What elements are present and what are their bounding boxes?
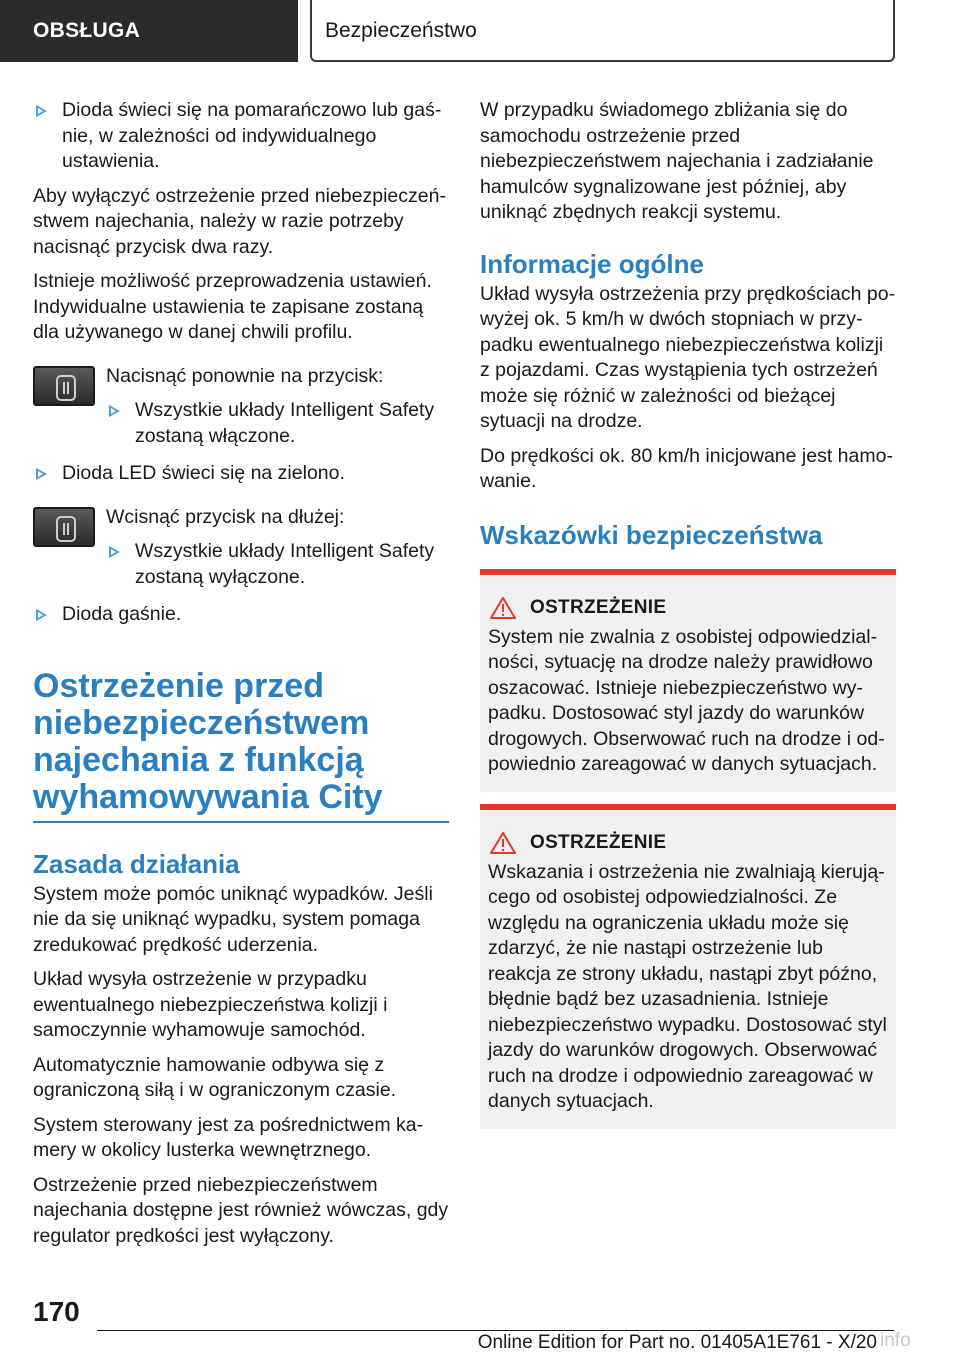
left-column [33, 98, 449, 1258]
paragraph: Układ wysyła ostrzeżenia przy prędkościach powyżej ok. 5 km/h w dwóch stopniach w przypadku ewentualnego niebezpieczeństwa kolizji z pojazdami. Czas wystąpienia tych ostrzeżeń może się różnić w zależności od bieżącej sytuacji na drodze. [480, 282, 896, 432]
right-column [480, 98, 896, 1141]
warning-title: OSTRZEŻENIE [530, 831, 667, 853]
paragraph: Do prędkości ok. 80 km/h inicjowane jest hamowanie. [480, 444, 893, 492]
triangle-bullet-icon [109, 405, 120, 417]
chapter-tab: Bezpieczeństwo [310, 0, 895, 62]
bullet-text: Wszystkie układy Intelligent Safety zostaną włączone. [135, 399, 435, 447]
warning-triangle-icon [490, 832, 516, 854]
list-item [33, 98, 449, 175]
bullet-text: Dioda świeci się na pomarańczowo lub gaśnie, w zależności od indywidualnego ustawienia. [62, 99, 442, 172]
list-item [33, 461, 449, 487]
watermark: info [880, 1330, 911, 1351]
subsection-heading: Wskazówki bezpieczeństwa [480, 519, 823, 550]
paragraph: System sterowany jest za pośrednictwem kamery w okolicy lusterka wewnętrznego. [33, 1113, 424, 1161]
list-item [106, 398, 449, 449]
intelligent-safety-button-icon [33, 507, 95, 547]
warning-text: Wskazania i ostrzeżenia nie zwalniają kierującego od osobistej odpowiedzialności. Ze względu na ograniczenia układu może się zdarzyć, że nie nastąpi ostrzeżenie lub reakcja ze strony układu, nastąpi zbyt późno, błędnie bądź bez uzasadnienia. Istnieje niebezpieczeństwo wypadku. Dostosować styl jazdy do warunków drogowych. Obserwować ruch na drodze i odpowiednio zareagować w danych sytuacjach. [488, 860, 887, 1112]
paragraph: Układ wysyła ostrzeżenie w przypadku ewentualnego niebezpieczeństwa kolizji i samoczynnie wyhamowuje samochód. [33, 968, 388, 1041]
warning-header [488, 597, 888, 619]
list-item [33, 602, 449, 628]
bullet-text: Dioda LED świeci się na zielono. [62, 462, 345, 484]
section-tab: OBSŁUGA [0, 0, 298, 62]
paragraph: Automatycznie hamowanie odbywa się z ograniczoną siłą i w ograniczonym czasie. [33, 1053, 397, 1101]
warning-box [480, 804, 896, 1129]
triangle-bullet-icon [36, 609, 47, 621]
paragraph: Aby wyłączyć ostrzeżenie przed niebezpieczeństwem najechania, należy w razie potrzeby nacisnąć przycisk dwa razy. [33, 184, 446, 258]
triangle-bullet-icon [36, 468, 47, 480]
footer-divider [97, 1330, 894, 1331]
paragraph: W przypadku świadomego zbliżania się do samochodu ostrzeżenie przed niebezpieczeństwem najechania i zadziałanie hamulców sygnalizowane jest później, aby uniknąć zbędnych reakcji systemu. [480, 99, 874, 223]
subsection-heading: Informacje ogólne [480, 248, 704, 279]
triangle-bullet-icon [109, 546, 120, 558]
instruction-text: Wcisnąć przycisk na dłużej: [106, 505, 345, 528]
warning-text: System nie zwalnia z osobistej odpowiedzialności, sytuację na drodze należy prawidłowo oszacować. Istnieje niebezpieczeństwo wypadku. Dostosować styl jazdy do warunków drogowych. Obserwować ruch na drodze i odpowiednio zareagować w danych sytuacjach. [488, 625, 885, 775]
bullet-text: Wszystkie układy Intelligent Safety zostaną wyłączone. [135, 540, 435, 588]
button-instruction [33, 364, 449, 450]
warning-triangle-icon [490, 597, 516, 619]
page-number: 170 [33, 1296, 80, 1327]
intelligent-safety-button-icon [33, 366, 95, 406]
warning-box [480, 569, 896, 792]
triangle-bullet-icon [36, 105, 47, 117]
edition-text: Online Edition for Part no. 01405A1E761 - X/20 [477, 1332, 877, 1353]
paragraph: Istnieje możliwość przeprowadzenia ustawień. Indywidualne ustawienia te zapisane zostaną dla używanego w danej chwili profilu. [33, 270, 432, 343]
instruction-text: Nacisnąć ponownie na przycisk: [106, 364, 384, 387]
subsection-heading: Zasada działania [33, 848, 240, 879]
page-header [0, 0, 960, 66]
paragraph: Ostrzeżenie przed niebezpieczeństwem najechania dostępne jest również wówczas, gdy regulator prędkości jest wyłączony. [33, 1173, 449, 1247]
warning-title: OSTRZEŻENIE [530, 596, 667, 618]
list-item [106, 539, 449, 590]
button-instruction [33, 505, 449, 591]
warning-header [488, 832, 888, 854]
paragraph: System może pomóc uniknąć wypadków. Jeśli nie da się uniknąć wypadku, system pomaga zredukować prędkość uderzenia. [33, 882, 433, 956]
bullet-text: Dioda gaśnie. [62, 603, 182, 625]
section-heading: Ostrzeżenie przed niebezpieczeństwem najechania z funkcją wyhamowywania City [33, 668, 449, 823]
